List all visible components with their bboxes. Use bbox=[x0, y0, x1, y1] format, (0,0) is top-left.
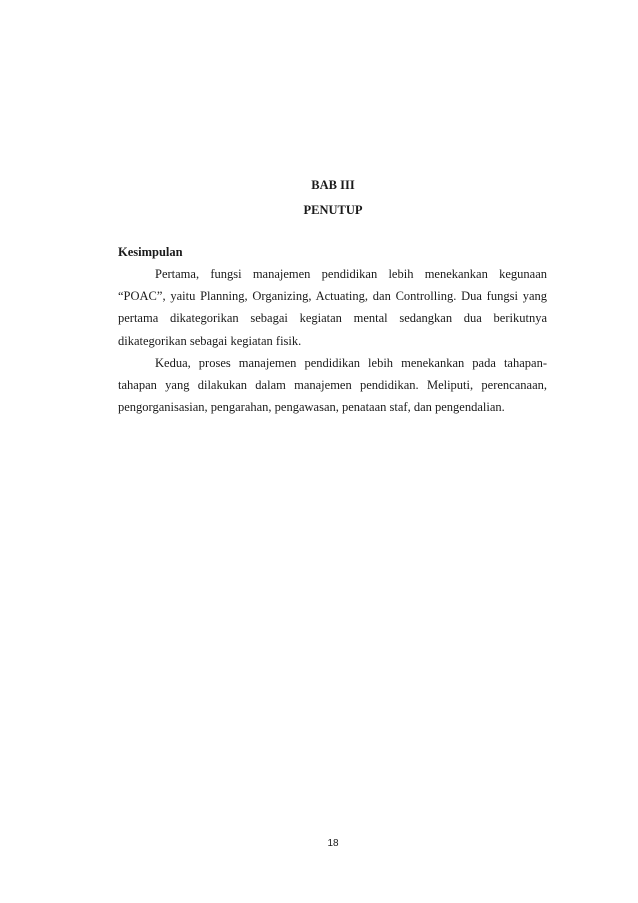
chapter-number: BAB III bbox=[311, 178, 355, 192]
section-heading: Kesimpulan bbox=[118, 245, 183, 259]
paragraph-2: Kedua, proses manajemen pendidikan lebih menekankan pada tahapan-tahapan yang dilakukan dalam manajemen pendidikan. Meliputi, perencanaan, pengorganisasian, pengarahan, pengawasan, penataan staf, dan pengendalian. bbox=[118, 355, 547, 415]
chapter-title: PENUTUP bbox=[303, 203, 363, 217]
body-text bbox=[118, 263, 547, 418]
paragraph-1: Pertama, fungsi manajemen pendidikan lebih menekankan kegunaan “POAC”, yaitu Planning, Organizing, Actuating, dan Controlling. Dua fungsi yang pertama dikategorikan sebagai kegiatan mental sedangkan dua berikutnya dikategorikan sebagai kegiatan fisik. bbox=[118, 267, 547, 348]
page-number: 18 bbox=[327, 838, 339, 849]
